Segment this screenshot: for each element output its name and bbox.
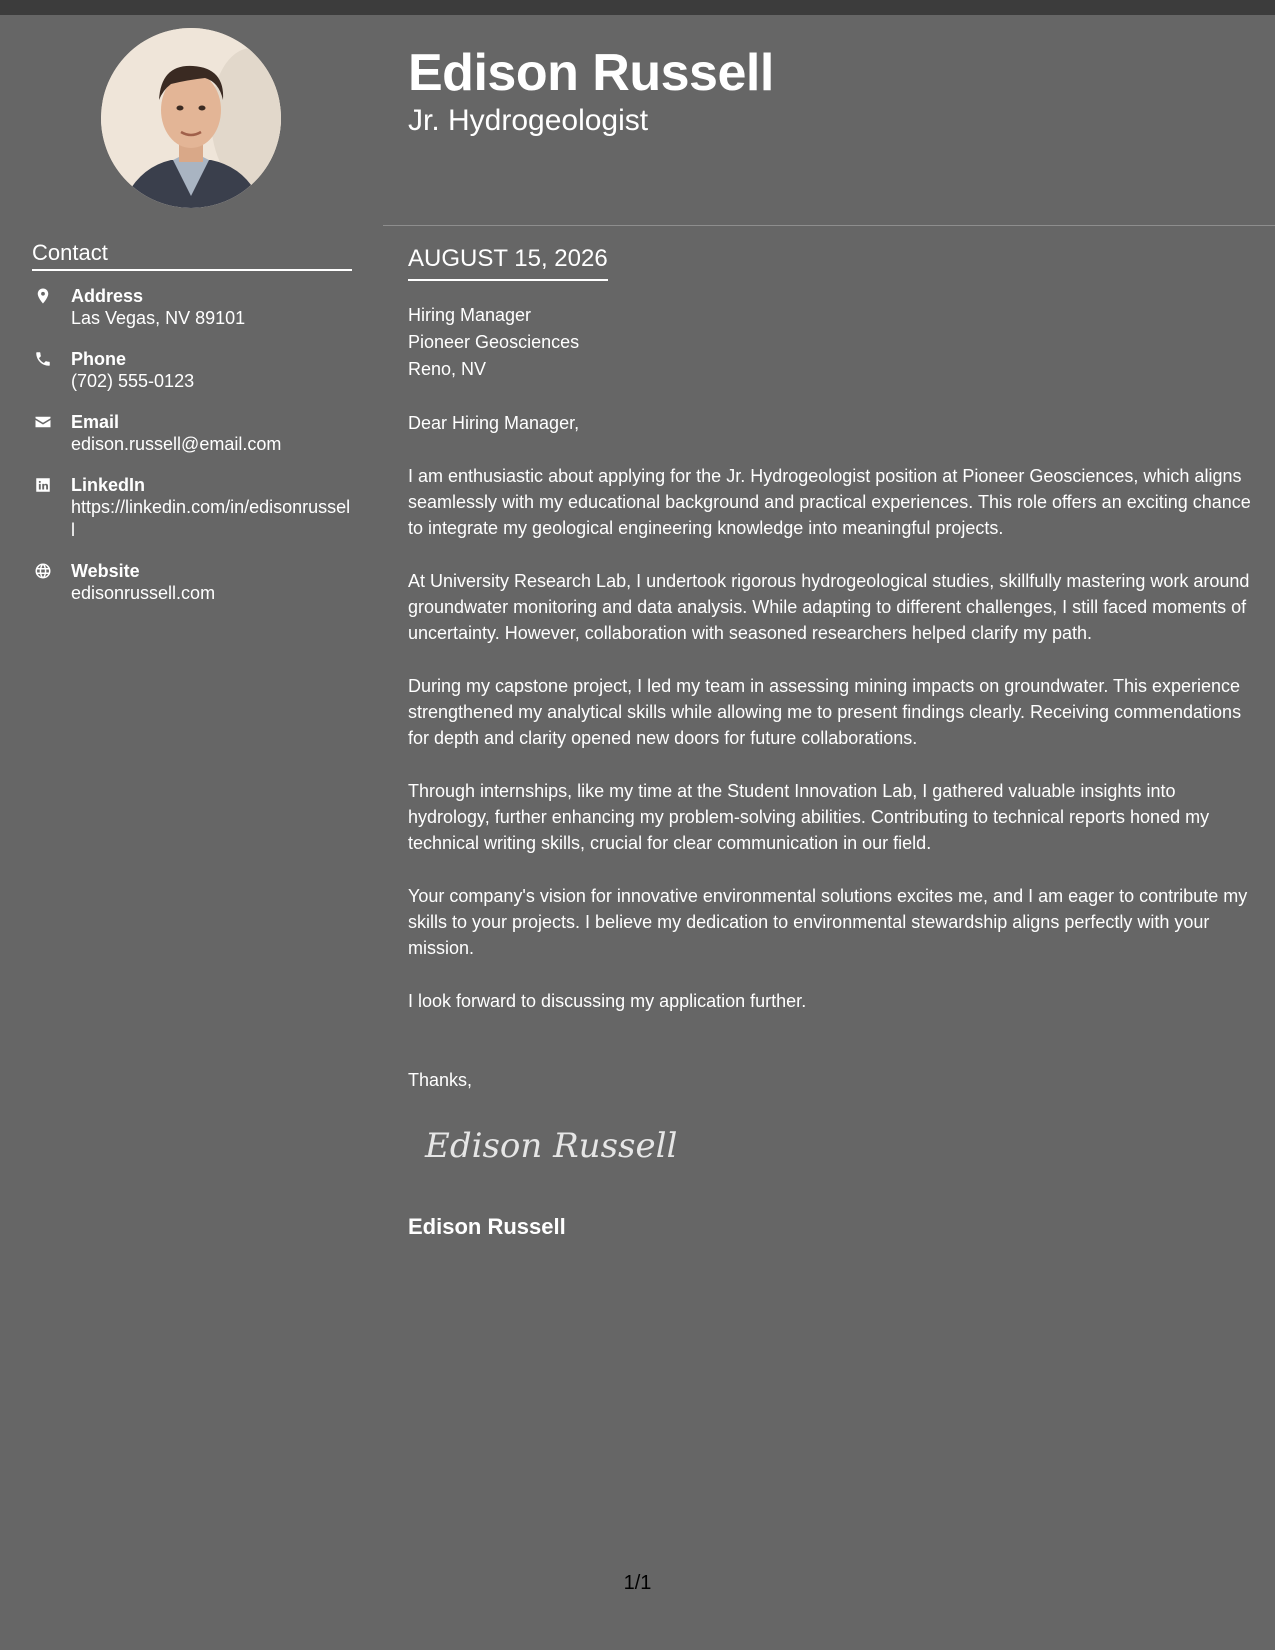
contact-heading: Contact — [32, 240, 352, 271]
map-pin-icon — [34, 287, 52, 305]
contact-value[interactable]: edisonrussell.com — [71, 583, 216, 603]
applicant-name: Edison Russell — [408, 44, 774, 102]
recipient-line: Hiring Manager — [408, 305, 532, 325]
contact-email — [32, 412, 352, 456]
page-number: 1/1 — [623, 1572, 652, 1594]
recipient-line: Reno, NV — [408, 359, 487, 379]
body-paragraph: Through internships, like my time at the Student Innovation Lab, I gathered valuable insights into hydrology, further enhancing my problem-solving abilities. Contributing to technical reports honed my technical writing skills, crucial for clear communication in our field. — [408, 781, 1210, 853]
contact-label: Address — [71, 286, 144, 306]
top-bar — [0, 0, 1275, 15]
body-paragraph: I am enthusiastic about applying for the Jr. Hydrogeologist position at Pioneer Geosciences, which aligns seamlessly with my educational background and practical experiences. This role offers an exciting chance to integrate my geological engineering knowledge into meaningful projects. — [408, 466, 1251, 538]
letter-date: AUGUST 15, 2026 — [408, 244, 608, 281]
contact-value: (702) 555-0123 — [71, 371, 195, 391]
linkedin-icon — [34, 476, 52, 494]
profile-photo — [101, 28, 281, 208]
contact-list — [32, 286, 352, 624]
header-divider — [383, 225, 1275, 226]
contact-phone — [32, 349, 352, 393]
recipient-block — [408, 302, 579, 383]
signature: Edison Russell — [425, 1126, 678, 1166]
contact-value: Las Vegas, NV 89101 — [71, 308, 246, 328]
contact-value[interactable]: https://linkedin.com/in/edisonrussell — [71, 497, 351, 540]
closing: Thanks, — [408, 1070, 473, 1090]
contact-address — [32, 286, 352, 330]
contact-label: Email — [71, 412, 120, 432]
contact-website — [32, 561, 352, 605]
globe-icon — [34, 562, 52, 580]
greeting: Dear Hiring Manager, — [408, 413, 580, 433]
phone-icon — [34, 350, 52, 368]
body-paragraph: During my capstone project, I led my team in assessing mining impacts on groundwater. This experience strengthened my analytical skills while allowing me to present findings clearly. Receiving commendations for depth and clarity opened new doors for future collaborations. — [408, 676, 1242, 748]
contact-label: Website — [71, 561, 140, 581]
recipient-line: Pioneer Geosciences — [408, 332, 580, 352]
contact-label: LinkedIn — [71, 475, 146, 495]
contact-value[interactable]: edison.russell@email.com — [71, 434, 282, 454]
envelope-icon — [34, 413, 52, 431]
contact-linkedin — [32, 475, 352, 542]
body-paragraph: At University Research Lab, I undertook rigorous hydrogeological studies, skillfully mastering work around groundwater monitoring and data analysis. While adapting to different challenges, I still faced moments of uncertainty. However, collaboration with seasoned researchers helped clarify my path. — [408, 571, 1250, 643]
letter-body — [408, 410, 1253, 1041]
body-paragraph: I look forward to discussing my application further. — [408, 991, 807, 1011]
portrait-illustration — [101, 28, 281, 208]
job-title: Jr. Hydrogeologist — [408, 104, 649, 137]
body-paragraph: Your company's vision for innovative environmental solutions excites me, and I am eager to contribute my skills to your projects. I believe my dedication to environmental stewardship aligns perfectly with your mission. — [408, 886, 1248, 958]
contact-label: Phone — [71, 349, 127, 369]
signer-name: Edison Russell — [408, 1214, 566, 1239]
